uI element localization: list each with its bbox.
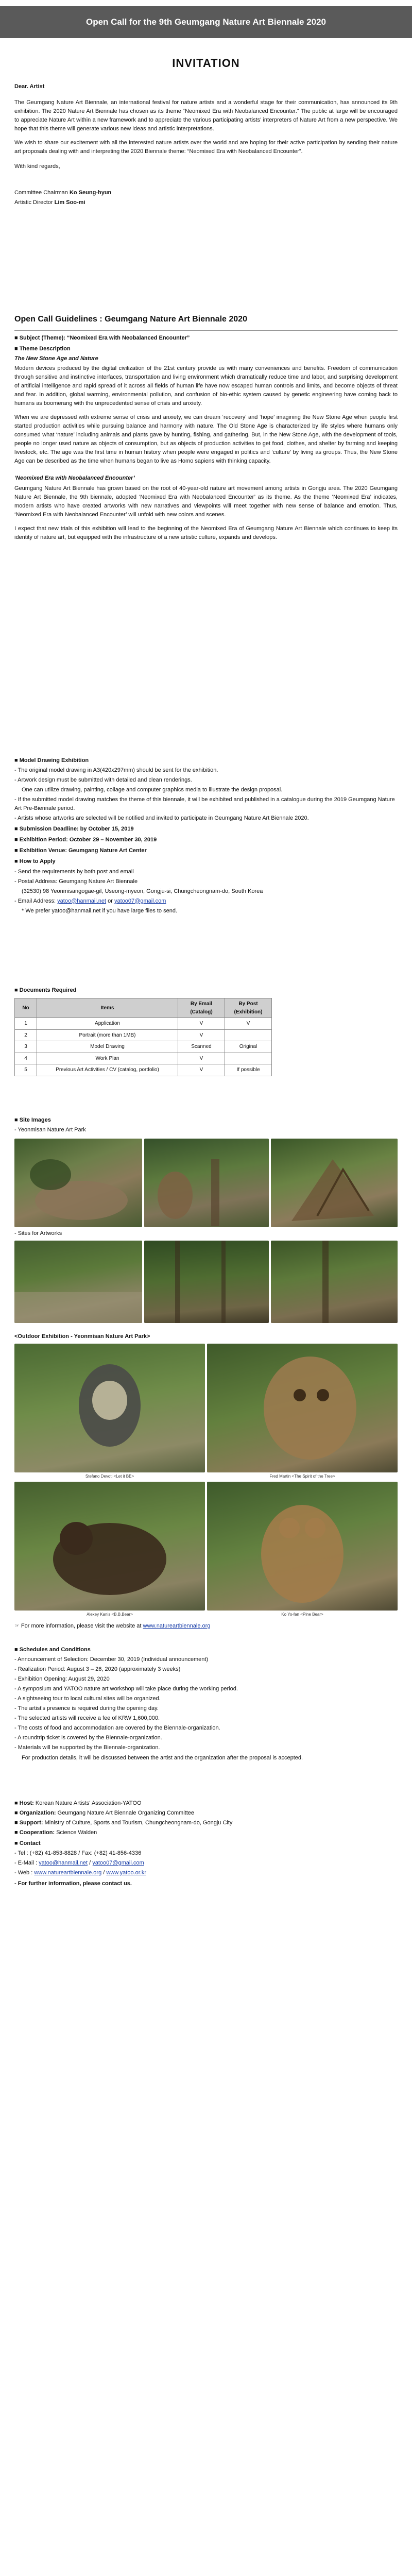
schedule-item: - Materials will be supported by the Biennale-organization.: [14, 1744, 160, 1751]
schedule-item: - A symposium and YATOO nature art workshop will take place during the working period.: [14, 1686, 238, 1692]
table-cell: 2: [15, 1029, 37, 1041]
table-cell: V: [225, 1018, 272, 1030]
caption: Ko Yo-fan <Pine Bear>: [281, 1612, 323, 1617]
footer-section: [14, 1799, 398, 1889]
schedule-item: - Realization Period: August 3 – 26, 2020 (approximately 3 weeks): [14, 1666, 181, 1673]
chairman-signature: Committee Chairman Ko Seung-hyun: [14, 190, 112, 196]
guidelines-section: [14, 313, 398, 547]
contact-email: - E-Mail : yatoo@hanmail.net / yatoo07@gmail.com: [14, 1860, 144, 1867]
schedule-item: - The artist's presence is required during the opening day.: [14, 1705, 159, 1712]
table-row: [15, 1053, 272, 1064]
model-item: - Artists whose artworks are selected will be notified and invited to participate in Geumgang Nature Art Biennale 2020.: [14, 815, 309, 822]
site-photo-3: [271, 1241, 398, 1323]
greeting: Dear. Artist: [14, 83, 45, 90]
table-cell: Previous Art Activities / CV (catalog, portfolio): [37, 1064, 178, 1076]
caption: Fred Martin <The Spirit of the Tree>: [269, 1474, 335, 1479]
site-photo-1: [14, 1241, 142, 1323]
park-photo-2: [144, 1139, 269, 1227]
table-cell: [225, 1053, 272, 1064]
outdoor-photo-1: [14, 1344, 205, 1472]
model-item: - Artwork design must be submitted with detailed and clean renderings.: [14, 777, 192, 784]
documents-table: [14, 998, 272, 1076]
website-link-2[interactable]: www.yatoo.or.kr: [106, 1870, 147, 1876]
exhibition-venue: ■ Exhibition Venue: Geumgang Nature Art Center: [14, 848, 147, 854]
table-cell: 5: [15, 1064, 37, 1076]
host: ■ Host: Korean Nature Artists' Association-YATOO: [14, 1800, 142, 1806]
table-header: No: [15, 998, 37, 1018]
schedule-item: - The selected artists will receive a fee of KRW 1,600,000.: [14, 1715, 160, 1722]
model-drawing-section: [14, 754, 398, 917]
invitation-title: INVITATION: [172, 57, 240, 70]
director-signature: Artistic Director Lim Soo-mi: [14, 199, 85, 206]
site-photo-2: [144, 1241, 269, 1323]
table-row: [15, 1064, 272, 1076]
table-header: By Email (Catalog): [178, 998, 225, 1018]
website-link[interactable]: www.natureartbiennale.org: [143, 1623, 211, 1629]
outdoor-photo-4: [207, 1482, 398, 1611]
table-cell: Scanned: [178, 1041, 225, 1053]
table-row: [15, 1041, 272, 1053]
table-header: By Post (Exhibition): [225, 998, 272, 1018]
park-photo-3: [271, 1139, 398, 1227]
subheading-new-stone-age: The New Stone Age and Nature: [14, 355, 98, 362]
email-link-2[interactable]: yatoo07@gmail.com: [92, 1860, 144, 1867]
site-images-heading: ■ Site Images: [14, 1117, 51, 1123]
page: [0, 6, 412, 2576]
table-cell: V: [178, 1029, 225, 1041]
caption: Alexey Kanis <B.B.Bear>: [87, 1612, 133, 1617]
organization: ■ Organization: Geumgang Nature Art Biennale Organizing Committee: [14, 1810, 195, 1817]
theme-paragraph-4: I expect that new trials of this exhibition will lead to the beginning of the Neomixed Era of Geumgang Nature Art Biennale which continues to keep its identity of nature art, but equipped with the infrastructure of a new artistic culture, expands and develops.: [14, 525, 398, 540]
table-cell: V: [178, 1053, 225, 1064]
model-heading: ■ Model Drawing Exhibition: [14, 757, 89, 764]
email-addresses: - Email Address: yatoo@hanmail.net or yatoo07@gmail.com: [14, 897, 166, 904]
outdoor-heading-block: [14, 1330, 398, 1342]
table-cell: 1: [15, 1018, 37, 1030]
table-cell: 3: [15, 1041, 37, 1053]
table-header-row: [15, 998, 272, 1018]
table-cell: Original: [225, 1041, 272, 1053]
documents-section: [14, 984, 398, 1076]
site-subheading-artworks: - Sites for Artworks: [14, 1230, 62, 1236]
contact-heading: ■ Contact: [14, 1840, 41, 1847]
subject: ■ Subject (Theme): “Neomixed Era with Neobalanced Encounter”: [14, 334, 190, 341]
table-cell: Model Drawing: [37, 1041, 178, 1053]
postal-address: - Postal Address: Geumgang Nature Art Biennale: [14, 878, 138, 885]
postal-address-detail: (32530) 98 Yeonmisangogae-gil, Useong-myeon, Gongju-si, Chungcheongnam-do, South Korea: [22, 888, 263, 894]
table-row: [15, 1029, 272, 1041]
table-cell: V: [178, 1018, 225, 1030]
table-header: Items: [37, 998, 178, 1018]
more-info: ☞ For more information, please visit the website at www.natureartbiennale.org: [14, 1623, 211, 1629]
schedule-item: - Announcement of Selection: December 30, 2019 (Individual announcement): [14, 1656, 209, 1663]
apply-item: - Send the requirements by both post and email: [14, 868, 134, 875]
theme-paragraph-2: When we are depressed with extreme sense of crisis and anxiety, we can dream ‘recovery’ and ‘hope’ imagining the New Stone Age when people first started production activities while pursuing balance and harmony with nature. The Old Stone Age is characterized by life styles where humans only consumed what ‘nature’ including animals and plants gave by hunting, fishing, and gathering. But, in the New Stone Age, with the development of tools, people no longer used nature as objects of consumption, but as objects of production activities to get food, clothes, and shelter by farming and keeping livestock, etc. The age was the first time in human history when people were engaged in politics and ‘culture’ by living as groups. Thus, the New Stone Age can be described as the time when humans began to live as Homo sapiens with thinking capacity.: [14, 414, 398, 465]
documents-heading: ■ Documents Required: [14, 987, 77, 993]
header-banner: Open Call for the 9th Geumgang Nature Art Biennale 2020: [0, 6, 412, 38]
schedules-heading: ■ Schedules and Conditions: [14, 1647, 91, 1653]
model-item: One can utilize drawing, painting, collage and computer graphics media to illustrate the design proposal.: [22, 787, 283, 793]
table-cell: Portrait (more than 1MB): [37, 1029, 178, 1041]
schedule-item: - Exhibition Opening: August 29, 2020: [14, 1676, 110, 1683]
submission-deadline: ■ Submission Deadline: by October 15, 2019: [14, 826, 134, 833]
schedule-item: - A roundtrip ticket is covered by the Biennale-organization.: [14, 1735, 162, 1741]
invitation-paragraph-2: We wish to share our excitement with all the interested nature artists over the world and are hoping for their active participation by sending their nature art proposals dealing with and interpreting the 2020 Biennale theme: “Neomixed Era with Neobalanced Encounter”.: [14, 140, 398, 155]
schedules-section: [14, 1643, 398, 1764]
schedule-item: - A sightseeing tour to local cultural sites will be organized.: [14, 1696, 161, 1702]
table-cell: If possible: [225, 1064, 272, 1076]
model-item: - If the submitted model drawing matches the theme of this biennale, it will be exhibited and published in a catalogue during the 2019 Geumgang Nature Art Pre-Biennale period.: [14, 796, 395, 812]
theme-paragraph-3: Geumgang Nature Art Biennale has grown based on the root of 40-year-old nature art movement among artists in Gongju area. The 2020 Geumgang Nature Art Biennale, the 9th biennale, adopted ‘Neomixed Era with Neobalanced Encounter’ as its theme. As the theme ‘Neomixed Era’ indicates, modern artists who have created artworks with new narratives and viewpoints will meet together with new sense of balance and emotion. Thus, ‘Neomixed Era with Neobalanced Encounter’ will unfold with new colors and scenes.: [14, 485, 398, 518]
model-item: - The original model drawing in A3(420x297mm) should be sent for the exhibition.: [14, 767, 218, 774]
park-photo-1: [14, 1139, 142, 1227]
outdoor-photo-2: [207, 1344, 398, 1472]
how-to-apply-heading: ■ How to Apply: [14, 858, 56, 865]
exhibition-period: ■ Exhibition Period: October 29 – November 30, 2019: [14, 837, 157, 843]
table-cell: Work Plan: [37, 1053, 178, 1064]
email-link-1[interactable]: yatoo@hanmail.net: [39, 1860, 88, 1867]
contact-web: - Web : www.natureartbiennale.org / www.yatoo.or.kr: [14, 1870, 147, 1876]
table-cell: Application: [37, 1018, 178, 1030]
contact-tel: - Tel : (+82) 41-853-8828 / Fax: (+82) 41-856-4336: [14, 1850, 142, 1857]
email-note: * We prefer yatoo@hanmail.net if you have large files to send.: [22, 907, 178, 914]
email-link-2[interactable]: yatoo07@gmail.com: [114, 897, 166, 904]
subheading-neomixed: ‘Neomixed Era with Neobalanced Encounter’: [14, 475, 135, 482]
final-note: - For further information, please contact us.: [14, 1880, 132, 1887]
schedule-item: - The costs of food and accommodation are covered by the Biennale-organization.: [14, 1725, 220, 1732]
website-link-1[interactable]: www.natureartbiennale.org: [34, 1870, 102, 1876]
more-info-block: [14, 1622, 398, 1632]
outdoor-heading: <Outdoor Exhibition - Yeonmisan Nature Art Park>: [14, 1333, 150, 1340]
table-cell: V: [178, 1064, 225, 1076]
site-subheading-artworks-block: [14, 1229, 398, 1239]
table-cell: 4: [15, 1053, 37, 1064]
invitation-section: [14, 82, 398, 208]
cooperation: ■ Cooperation: Science Walden: [14, 1829, 97, 1836]
email-link-1[interactable]: yatoo@hanmail.net: [57, 897, 107, 904]
outdoor-photo-3: [14, 1482, 205, 1611]
site-subheading-park: - Yeonmisan Nature Art Park: [14, 1127, 86, 1133]
theme-description-heading: ■ Theme Description: [14, 345, 71, 352]
theme-paragraph-1: Modern devices produced by the digital civilization of the 21st century provide us with many conveniences and benefits. Freedom of communication through sensitive and instinctive interfaces, transportation and living environment which dramatically reduce time and labor, and surprising development of artificial intelligence and rapid spread of it across all fields of human life have now escaped human controls and limits, and become objects of threat and fear. In addition, global warming, environmental pollution, and confusion of bio-ethic system caused by genetic engineering have coming back to humans as boomerang with the unprecedented sense of crisis and anxiety.: [14, 365, 398, 407]
table-cell: [225, 1029, 272, 1041]
invitation-paragraph-1: The Geumgang Nature Art Biennale, an international festival for nature artists and a wonderful stage for their communication, has announced its 9th exhibition. The 2020 Nature Art Biennale has chosen as its theme “Neomixed Era with Neobalanced Encounter.” The public at large will be encouraged to appreciate Nature Art within a new framework and to appreciate the various participating artists’ interpreters of Nature Art from a new perspective. We hope that this theme will generate various new ideas and artistic interpretations.: [14, 99, 398, 132]
guidelines-title: Open Call Guidelines : Geumgang Nature Art Biennale 2020: [14, 313, 398, 331]
caption: Stefano Devoti <Let it BE>: [85, 1474, 134, 1479]
support: ■ Support: Ministry of Culture, Sports and Tourism, Chungcheongnam-do, Gongju City: [14, 1820, 233, 1826]
regards: With kind regards,: [14, 163, 60, 170]
table-row: [15, 1018, 272, 1030]
site-images-heading-block: [14, 1114, 398, 1136]
schedule-item: For production details, it will be discussed between the artist and the organization after the proposal is accepted.: [22, 1754, 303, 1761]
